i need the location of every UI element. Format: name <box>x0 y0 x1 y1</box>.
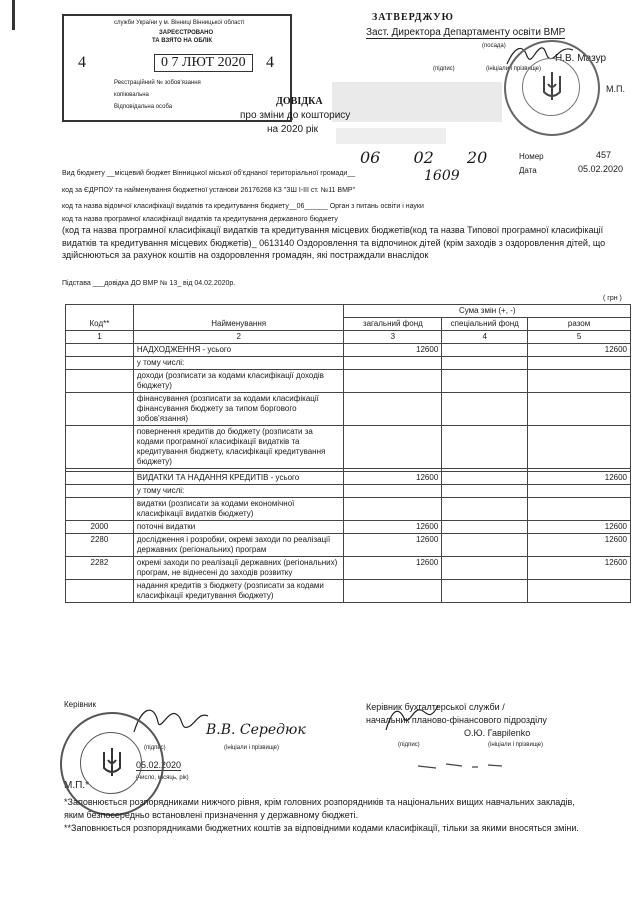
trident-icon <box>540 70 564 102</box>
table-row <box>66 344 631 357</box>
row-special-fund <box>442 393 528 426</box>
header-general-fund: загальний фонд <box>344 318 442 331</box>
row-general-fund <box>344 426 442 469</box>
approval-position: Заст. Директора Департаменту освіти ВМР <box>366 27 566 38</box>
header-special-fund: спеціальний фонд <box>442 318 528 331</box>
approval-signature-caption: (підпис) <box>433 66 455 72</box>
program-code-line: (код та назва програмної класифікації видатків та кредитування місцевих бюджетів(код та назва Типової програмної класифікації видатків та кредитування місцевих бюджетів)_ 0613140 Оздоровлення та відпочинок дітей (крім заходів з оздоровлення дітей, що здійснюються за рахунок коштів на оздоровлення громадян, які постраждали внаслідок <box>62 225 606 261</box>
stamp-sub1: копіювальна <box>114 92 149 98</box>
approval-seal <box>504 40 600 136</box>
row-code <box>66 472 134 485</box>
doc-title: ДОВІДКА <box>276 96 323 107</box>
row-general-fund: 12600 <box>344 534 442 557</box>
approval-number-handwritten: 1609 <box>424 168 460 184</box>
accountant-name-caption: (ініціали і прізвище) <box>488 742 544 748</box>
changes-table <box>65 304 631 603</box>
row-general-fund <box>344 485 442 498</box>
table-number-row <box>66 331 631 344</box>
table-row <box>66 557 631 580</box>
table-header-row-1 <box>66 305 631 318</box>
row-general-fund <box>344 498 442 521</box>
table-row <box>66 485 631 498</box>
row-name: доходи (розписати за кодами класифікації доходів бюджету) <box>133 370 344 393</box>
approval-mp: М.П. <box>606 84 625 94</box>
row-name: у тому числі: <box>133 485 344 498</box>
department-code-line: код та назва відомчої класифікації видатків та кредитування бюджету__06______ Орган з питань освіти і науки <box>62 203 424 210</box>
stamp-right-number: 4 <box>266 54 274 71</box>
row-general-fund: 12600 <box>344 344 442 357</box>
approval-date-handwritten: 06 02 20 <box>360 148 488 167</box>
row-special-fund <box>442 426 528 469</box>
row-name: фінансування (розписати за кодами класифікації фінансування бюджету за типом боргового зобов'язання) <box>133 393 344 426</box>
stamp-reg-label: Реєстраційний № зобов'язання <box>114 80 201 86</box>
row-special-fund <box>442 534 528 557</box>
row-code <box>66 344 134 357</box>
approval-position-caption: (посада) <box>482 43 506 49</box>
row-code <box>66 485 134 498</box>
footnote-1: *Заповнюється розпорядниками нижчого рівня, крім головних розпорядників та національних вищих навчальних закладів, яким безпосередньо встановлені призначення у державному бюджеті. <box>64 797 575 820</box>
row-name: видатки (розписати за кодами економічної класифікації видатків бюджету) <box>133 498 344 521</box>
row-name: поточні видатки <box>133 521 344 534</box>
row-special-fund <box>442 485 528 498</box>
row-special-fund <box>442 357 528 370</box>
row-name: окремі заходи по реалізації державних (регіональних) програм, не віднесені до заходів розвитку <box>133 557 344 580</box>
row-total <box>528 498 631 521</box>
row-general-fund <box>344 357 442 370</box>
table-row <box>66 426 631 469</box>
row-code: 2000 <box>66 521 134 534</box>
col-number-3: 3 <box>344 331 442 344</box>
approval-title: ЗАТВЕРДЖУЮ <box>372 12 454 23</box>
row-total <box>528 393 631 426</box>
row-special-fund <box>442 580 528 603</box>
table-row <box>66 580 631 603</box>
header-total: разом <box>528 318 631 331</box>
col-number-4: 4 <box>442 331 528 344</box>
accountant-label-2: начальник планово-фінансового підрозділу <box>366 715 547 725</box>
row-total <box>528 357 631 370</box>
approval-name: Н.В. Мазур <box>555 53 607 64</box>
header-name: Найменування <box>133 305 344 331</box>
stamp-sub2: Відповідальна особа <box>114 104 173 110</box>
table-row <box>66 370 631 393</box>
stamp-line3: ТА ВЗЯТО НА ОБЛІК <box>152 38 213 44</box>
number-value: 457 <box>596 150 612 160</box>
accountant-sign-caption: (підпис) <box>398 742 420 748</box>
row-general-fund <box>344 370 442 393</box>
faded-overlay-bottom <box>336 128 446 144</box>
budget-type: Вид бюджету __місцевий бюджет Вінницької міської об'єднаної територіальної громади__ <box>62 170 356 177</box>
approval-initials-caption: (ініціали і прізвище) <box>486 66 542 72</box>
row-name: надання кредитів з бюджету (розписати за кодами класифікації кредитування бюджету) <box>133 580 344 603</box>
row-total <box>528 370 631 393</box>
table-row <box>66 498 631 521</box>
stray-marks <box>416 760 506 772</box>
col-number-2: 2 <box>133 331 344 344</box>
row-special-fund <box>442 472 528 485</box>
accountant-label-1: Керівник бухгалтерської служби / <box>366 702 505 712</box>
header-sum: Сума змін (+, -) <box>344 305 631 318</box>
row-total <box>528 580 631 603</box>
doc-subtitle: про зміни до кошторису <box>240 110 351 121</box>
page-corner-mark <box>0 0 15 30</box>
head-sign-caption: (підпис) <box>144 745 166 751</box>
row-name: НАДХОДЖЕННЯ - усього <box>133 344 344 357</box>
footnote-2: **Заповнюється розпорядниками бюджетних коштів за відповідними кодами класифікації, тільки за якими вносяться зміни. <box>64 823 579 833</box>
head-mp: М.П.* <box>64 780 89 791</box>
basis-line: Підстава ___довідка ДО ВМР № 13_ від 04.02.2020р. <box>62 280 236 287</box>
number-label: Номер <box>519 152 544 161</box>
date-label: Дата <box>519 166 537 175</box>
row-total <box>528 485 631 498</box>
date-value: 05.02.2020 <box>578 164 624 174</box>
row-code: 2280 <box>66 534 134 557</box>
stamp-line1: служби України у м. Вінниці Вінницької області <box>114 20 245 26</box>
stamp-date: 0 7 ЛЮТ 2020 <box>154 54 253 72</box>
head-name: В.В. Середюк <box>206 722 306 738</box>
table-row <box>66 472 631 485</box>
program-code-label: код та назва програмної класифікації видатків та кредитування державного бюджету <box>62 216 338 223</box>
row-special-fund <box>442 557 528 580</box>
edrpou-line: код за ЄДРПОУ та найменування бюджетної установи 26176268 КЗ "ЗШ І-ІІІ ст. №11 ВМР" <box>62 187 356 194</box>
stamp-left-number: 4 <box>78 54 86 71</box>
row-special-fund <box>442 370 528 393</box>
accountant-signature <box>382 700 442 736</box>
row-special-fund <box>442 344 528 357</box>
head-label: Керівник <box>64 700 96 709</box>
row-code <box>66 370 134 393</box>
row-general-fund: 12600 <box>344 472 442 485</box>
row-total: 12600 <box>528 557 631 580</box>
registration-stamp <box>62 14 292 122</box>
doc-year: на 2020 рік <box>267 124 319 135</box>
row-code <box>66 580 134 603</box>
stamp-line2: ЗАРЕЄСТРОВАНО <box>159 30 214 36</box>
header-code: Код** <box>66 305 134 331</box>
row-code <box>66 498 134 521</box>
row-name: у тому числі: <box>133 357 344 370</box>
row-general-fund <box>344 580 442 603</box>
col-number-5: 5 <box>528 331 631 344</box>
table-row <box>66 521 631 534</box>
row-name: дослідження і розробки, окремі заходи по реалізації державних (регіональних) програм <box>133 534 344 557</box>
faded-overlay <box>332 82 502 122</box>
row-code <box>66 357 134 370</box>
table-row <box>66 534 631 557</box>
head-date: 05.02.2020 <box>136 760 182 770</box>
row-total: 12600 <box>528 472 631 485</box>
trident-icon <box>100 746 124 778</box>
head-date-caption: (число, місяць, рік) <box>136 775 189 781</box>
row-special-fund <box>442 498 528 521</box>
row-special-fund <box>442 521 528 534</box>
row-total: 12600 <box>528 344 631 357</box>
row-name: повернення кредитів до бюджету (розписати за кодами програмної класифікації видатків та кредитування бюджету, класифікації кредитування бюджету) <box>133 426 344 469</box>
row-general-fund: 12600 <box>344 521 442 534</box>
head-name-caption: (ініціали і прізвище) <box>224 745 280 751</box>
row-general-fund <box>344 393 442 426</box>
table-row <box>66 393 631 426</box>
row-name: ВИДАТКИ ТА НАДАННЯ КРЕДИТІВ - усього <box>133 472 344 485</box>
row-code <box>66 426 134 469</box>
row-total: 12600 <box>528 521 631 534</box>
row-code <box>66 393 134 426</box>
row-code: 2282 <box>66 557 134 580</box>
row-total: 12600 <box>528 534 631 557</box>
currency-note: ( грн ) <box>603 295 622 302</box>
accountant-name: О.Ю. Гаврilenko <box>464 728 531 738</box>
table-row <box>66 357 631 370</box>
col-number-1: 1 <box>66 331 134 344</box>
row-general-fund: 12600 <box>344 557 442 580</box>
row-total <box>528 426 631 469</box>
